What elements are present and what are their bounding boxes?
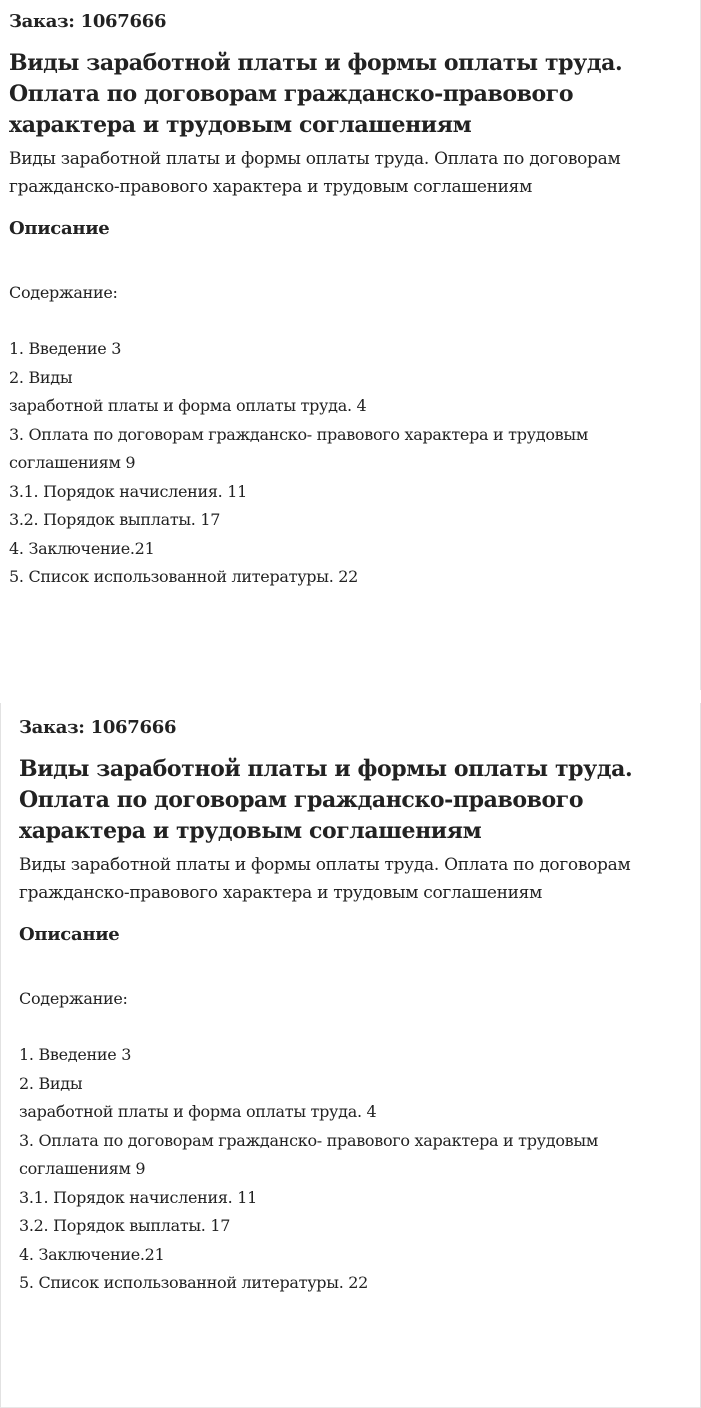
description-heading: Описание <box>9 218 110 239</box>
title-line: характера и трудовым соглашениям <box>19 818 482 844</box>
toc-item: заработной платы и форма оплаты труда. 4 <box>19 1102 377 1121</box>
toc-item: 4. Заключение.21 <box>9 538 155 558</box>
toc-item: соглашениям 9 <box>9 453 136 472</box>
subtitle-line: Виды заработной платы и формы оплаты труда. Оплата по договорам <box>19 855 631 875</box>
page-title <box>19 754 700 847</box>
order-card-bottom <box>0 703 701 1408</box>
page-subtitle <box>19 851 700 907</box>
toc-item: 3.1. Порядок начисления. 11 <box>19 1187 258 1207</box>
subtitle-line: Виды заработной платы и формы оплаты труда. Оплата по договорам <box>9 149 621 169</box>
subtitle-line: гражданско-правового характера и трудовым соглашениям <box>19 883 543 903</box>
order-number: Заказ: 1067666 <box>19 717 177 738</box>
page-title <box>9 48 700 141</box>
order-card-top <box>0 0 701 690</box>
toc-item: 4. Заключение.21 <box>19 1244 165 1264</box>
toc-item: 2. Виды <box>19 1073 83 1093</box>
title-line: характера и трудовым соглашениям <box>9 112 472 138</box>
toc-item: 3.1. Порядок начисления. 11 <box>9 481 248 501</box>
toc-item: 3.2. Порядок выплаты. 17 <box>19 1216 231 1235</box>
description-heading: Описание <box>19 924 120 945</box>
contents-label: Содержание: <box>9 283 118 302</box>
toc-item: 5. Список использованной литературы. 22 <box>9 567 359 586</box>
toc-item: 3. Оплата по договорам гражданско- правового характера и трудовым <box>19 1130 598 1150</box>
toc-item: 2. Виды <box>9 367 73 387</box>
toc-item: заработной платы и форма оплаты труда. 4 <box>9 396 367 415</box>
toc-item: соглашениям 9 <box>19 1159 146 1178</box>
toc-item: 1. Введение 3 <box>19 1045 132 1064</box>
order-number: Заказ: 1067666 <box>9 11 167 32</box>
table-of-contents <box>9 335 700 592</box>
table-of-contents <box>19 1041 700 1298</box>
title-line: Оплата по договорам гражданско-правового <box>9 81 574 107</box>
toc-item: 3. Оплата по договорам гражданско- правового характера и трудовым <box>9 424 588 444</box>
title-line: Виды заработной платы и формы оплаты труда. <box>9 50 623 76</box>
subtitle-line: гражданско-правового характера и трудовым соглашениям <box>9 177 533 197</box>
page-subtitle <box>9 145 700 201</box>
toc-item: 3.2. Порядок выплаты. 17 <box>9 510 221 529</box>
toc-item: 1. Введение 3 <box>9 339 122 358</box>
title-line: Виды заработной платы и формы оплаты труда. <box>19 756 633 782</box>
title-line: Оплата по договорам гражданско-правового <box>19 787 584 813</box>
toc-item: 5. Список использованной литературы. 22 <box>19 1273 369 1292</box>
contents-label: Содержание: <box>19 989 128 1008</box>
